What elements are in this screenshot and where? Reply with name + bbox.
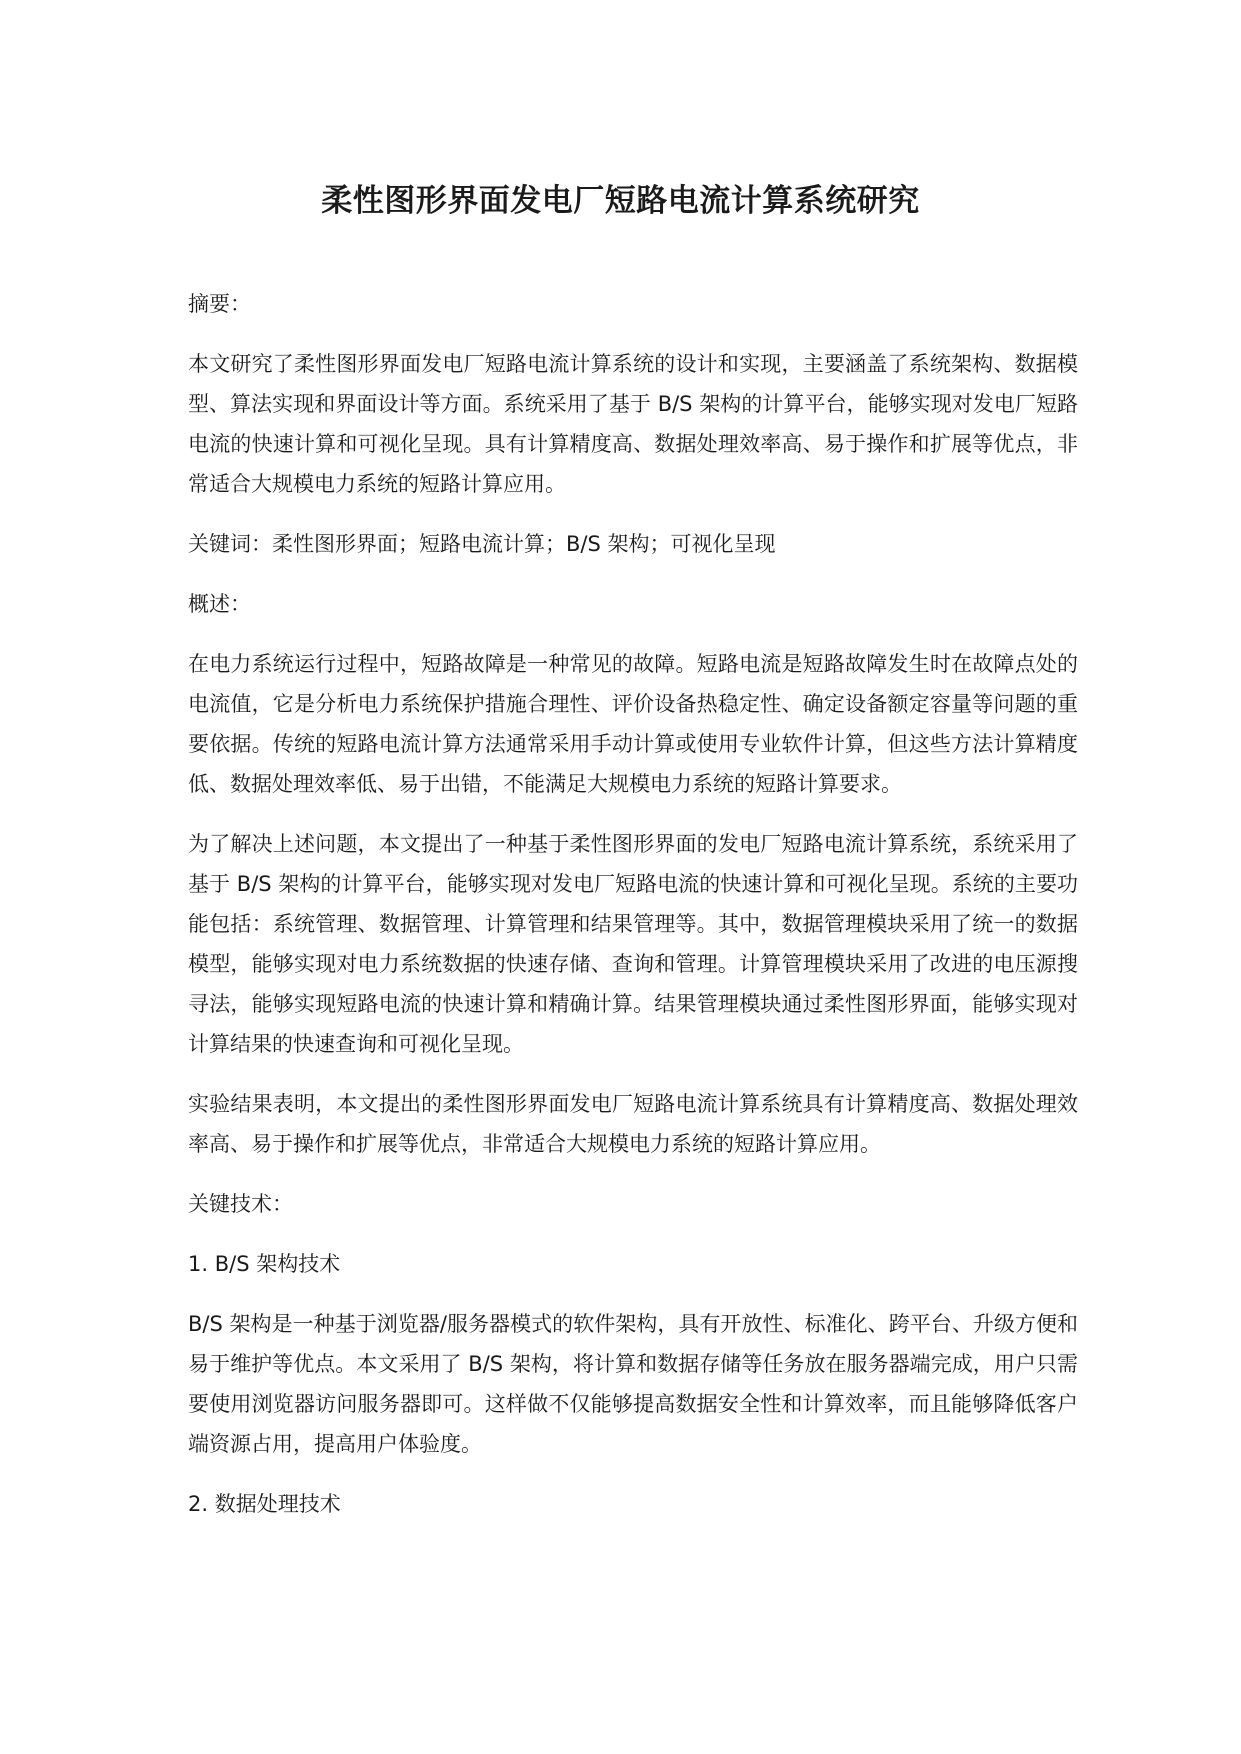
keywords-line: 关键词：柔性图形界面；短路电流计算；B/S 架构；可视化呈现 [188, 532, 776, 556]
overview-paragraph-3: 实验结果表明，本文提出的柔性图形界面发电厂短路电流计算系统具有计算精度高、数据处理效率高、易于操作和扩展等优点，非常适合大规模电力系统的短路计算应用。 [188, 1092, 1078, 1156]
abstract-heading: 摘要： [188, 292, 251, 316]
overview-paragraph-1: 在电力系统运行过程中，短路故障是一种常见的故障。短路电流是短路故障发生时在故障点处的电流值，它是分析电力系统保护措施合理性、评价设备热稳定性、确定设备额定容量等问题的重要依据。传统的短路电流计算方法通常采用手动计算或使用专业软件计算，但这些方法计算精度低、数据处理效率低、易于出错，不能满足大规模电力系统的短路计算要求。 [188, 652, 1078, 796]
section-2-heading: 2. 数据处理技术 [188, 1492, 341, 1516]
section-1-heading: 1. B/S 架构技术 [188, 1252, 341, 1276]
key-tech-heading: 关键技术： [188, 1192, 293, 1216]
section-1-paragraph: B/S 架构是一种基于浏览器/服务器模式的软件架构，具有开放性、标准化、跨平台、升级方便和易于维护等优点。本文采用了 B/S 架构，将计算和数据存储等任务放在服务器端完成，用户只需要使用浏览器访问服务器即可。这样做不仅能够提高数据安全性和计算效率，而且能够降低客户端资源占用，提高用户体验度。 [188, 1312, 1078, 1456]
overview-paragraph-2: 为了解决上述问题，本文提出了一种基于柔性图形界面的发电厂短路电流计算系统，系统采用了基于 B/S 架构的计算平台，能够实现对发电厂短路电流的快速计算和可视化呈现。系统的主要功能包括：系统管理、数据管理、计算管理和结果管理等。其中，数据管理模块采用了统一的数据模型，能够实现对电力系统数据的快速存储、查询和管理。计算管理模块采用了改进的电压源搜寻法，能够实现短路电流的快速计算和精确计算。结果管理模块通过柔性图形界面，能够实现对计算结果的快速查询和可视化呈现。 [188, 832, 1078, 1056]
abstract-paragraph: 本文研究了柔性图形界面发电厂短路电流计算系统的设计和实现，主要涵盖了系统架构、数据模型、算法实现和界面设计等方面。系统采用了基于 B/S 架构的计算平台，能够实现对发电厂短路电流的快速计算和可视化呈现。具有计算精度高、数据处理效率高、易于操作和扩展等优点，非常适合大规模电力系统的短路计算应用。 [188, 352, 1078, 496]
overview-heading: 概述： [188, 592, 251, 616]
document-title: 柔性图形界面发电厂短路电流计算系统研究 [321, 183, 920, 219]
document-body [188, 284, 1078, 1544]
